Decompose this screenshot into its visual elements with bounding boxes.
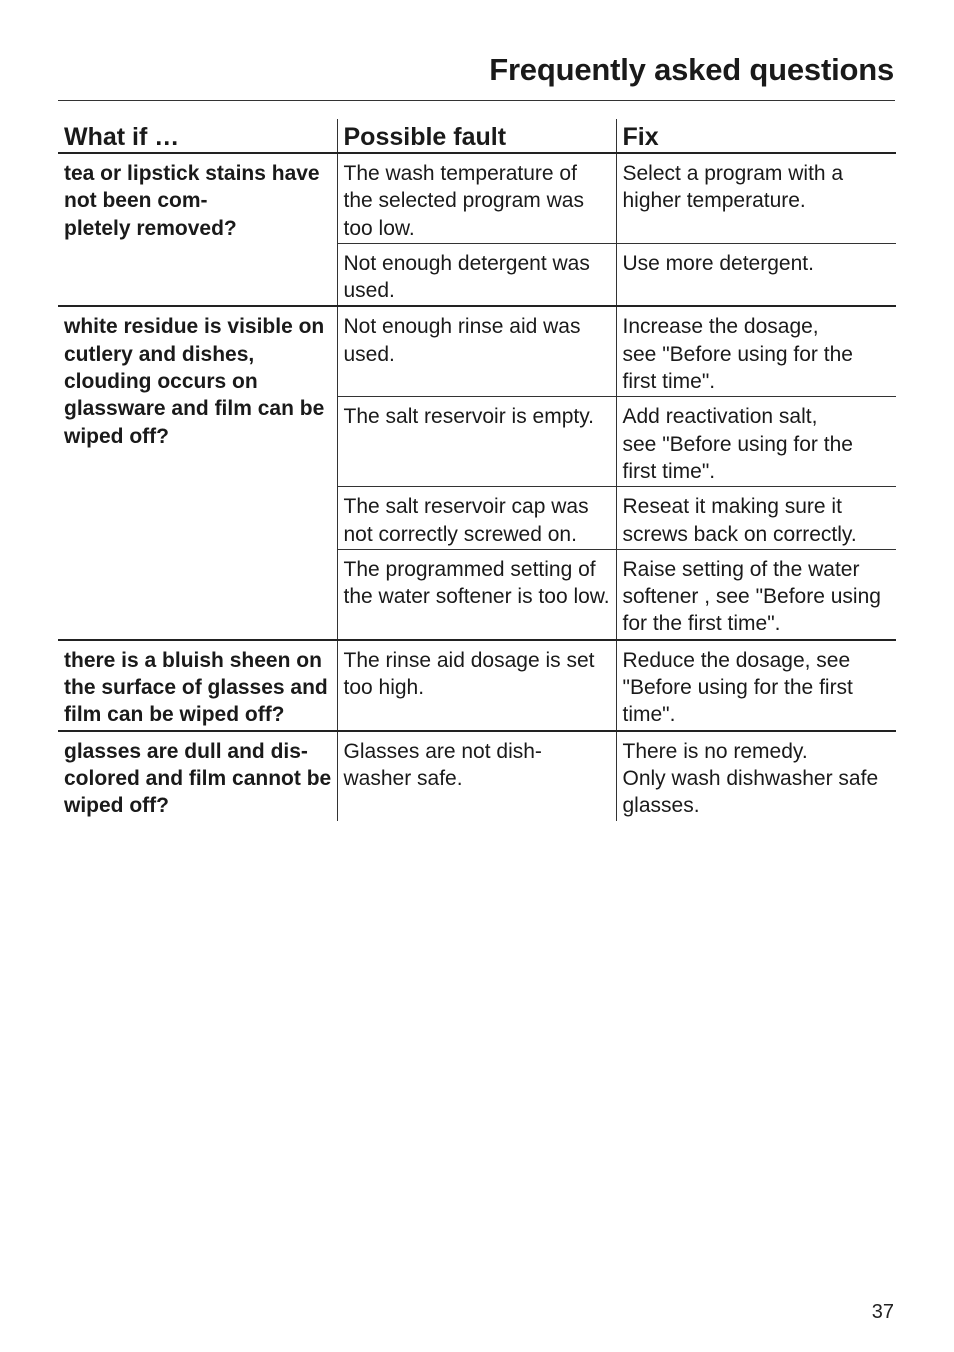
table-row <box>58 731 896 821</box>
table-row <box>58 640 896 731</box>
fault-cell: The rinse aid dosage is set too high. <box>337 640 616 731</box>
fault-cell: The wash temperature of the selected program was too low. <box>337 153 616 243</box>
page-title: Frequently asked questions <box>489 52 894 87</box>
fix-cell: Reseat it making sure it screws back on correctly. <box>616 487 896 550</box>
fault-cell: Glasses are not dish- washer safe. <box>337 731 616 821</box>
page-number: 37 <box>871 1301 894 1323</box>
fault-cell: Not enough rinse aid was used. <box>337 306 616 396</box>
question-cell: white residue is visible on cutlery and dishes, clouding occurs on glassware and film can be wiped off? <box>58 306 337 639</box>
header-possible-fault: Possible fault <box>337 119 616 153</box>
table-header-row <box>58 119 896 153</box>
fix-cell: Use more detergent. <box>616 243 896 306</box>
header-fix: Fix <box>616 119 896 153</box>
fault-cell: Not enough detergent was used. <box>337 243 616 306</box>
fix-cell: Raise setting of the water softener , see "Before using for the first time". <box>616 549 896 639</box>
fix-cell: Increase the dosage, see "Before using for the first time". <box>616 306 896 396</box>
faq-table-body <box>58 153 896 821</box>
table-row <box>58 153 896 243</box>
fault-cell: The salt reservoir cap was not correctly screwed on. <box>337 487 616 550</box>
fix-cell: There is no remedy. Only wash dishwasher safe glasses. <box>616 731 896 821</box>
faq-table <box>58 119 896 821</box>
fix-cell: Reduce the dosage, see "Before using for the first time". <box>616 640 896 731</box>
header-what-if: What if … <box>58 119 337 153</box>
question-cell: glasses are dull and dis- colored and film cannot be wiped off? <box>58 731 337 821</box>
question-cell: tea or lipstick stains have not been com- pletely removed? <box>64 162 320 240</box>
table-row <box>58 306 896 396</box>
fix-cell: Select a program with a higher temperature. <box>616 153 896 243</box>
title-divider <box>58 100 895 101</box>
question-cell: there is a bluish sheen on the surface of glasses and film can be wiped off? <box>58 640 337 731</box>
fault-cell: The salt reservoir is empty. <box>337 397 616 487</box>
fault-cell: The programmed setting of the water softener is too low. <box>337 549 616 639</box>
fix-cell: Add reactivation salt, see "Before using for the first time". <box>616 397 896 487</box>
